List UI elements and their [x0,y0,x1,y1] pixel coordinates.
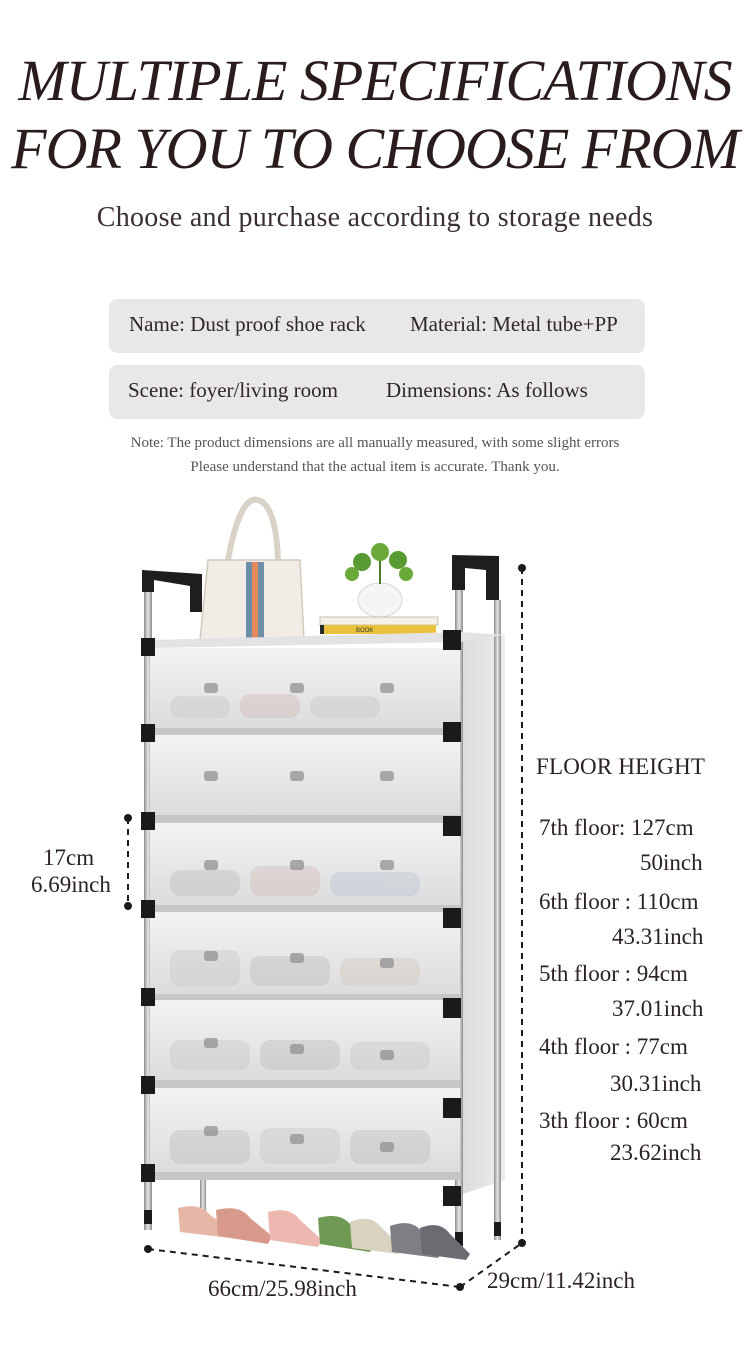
floor-4-cm: 4th floor : 77cm [539,1034,688,1059]
headline-line-2: FOR YOU TO CHOOSE FROM [11,116,739,181]
books-icon [320,617,438,634]
floor-7-cm: 7th floor: 127cm [539,815,694,840]
subtitle: Choose and purchase according to storage needs [96,202,654,233]
plant-icon [345,543,413,617]
bottom-shoes [178,1206,470,1260]
spec-row-1 [109,299,645,353]
spec-name: Name: Dust proof shoe rack [129,312,366,336]
layer-height-inch: 6.69inch [31,872,111,897]
handle-icon [142,555,499,612]
floor-4-inch: 30.31inch [610,1071,702,1096]
handbag-icon [200,500,304,640]
layer-height-cm: 17cm [43,845,95,870]
note-line-1: Note: The product dimensions are all manually measured, with some slight errors [130,435,620,451]
spec-material: Material: Metal tube+PP [410,312,618,336]
floor-7-inch: 50inch [640,850,703,875]
floor-3-inch: 23.62inch [610,1140,702,1165]
width-label: 66cm/25.98inch [208,1276,357,1301]
floor-5-inch: 37.01inch [612,996,704,1021]
spec-dimensions: Dimensions: As follows [386,378,588,402]
spec-row-2 [109,365,645,419]
floor-3-cm: 3th floor : 60cm [539,1108,688,1133]
depth-label: 29cm/11.42inch [487,1268,635,1293]
floor-6-cm: 6th floor : 110cm [539,889,699,914]
note-line-2: Please understand that the actual item is accurate. Thank you. [190,459,560,475]
floor-height-title: FLOOR HEIGHT [536,754,706,779]
spec-scene: Scene: foyer/living room [128,378,338,402]
headline-line-1: MULTIPLE SPECIFICATIONS [18,48,732,113]
shoe-rack-illustration [0,490,750,1352]
floor-6-inch: 43.31inch [612,924,704,949]
book-spine-label: BOOK [356,628,374,634]
floor-5-cm: 5th floor : 94cm [539,961,688,986]
